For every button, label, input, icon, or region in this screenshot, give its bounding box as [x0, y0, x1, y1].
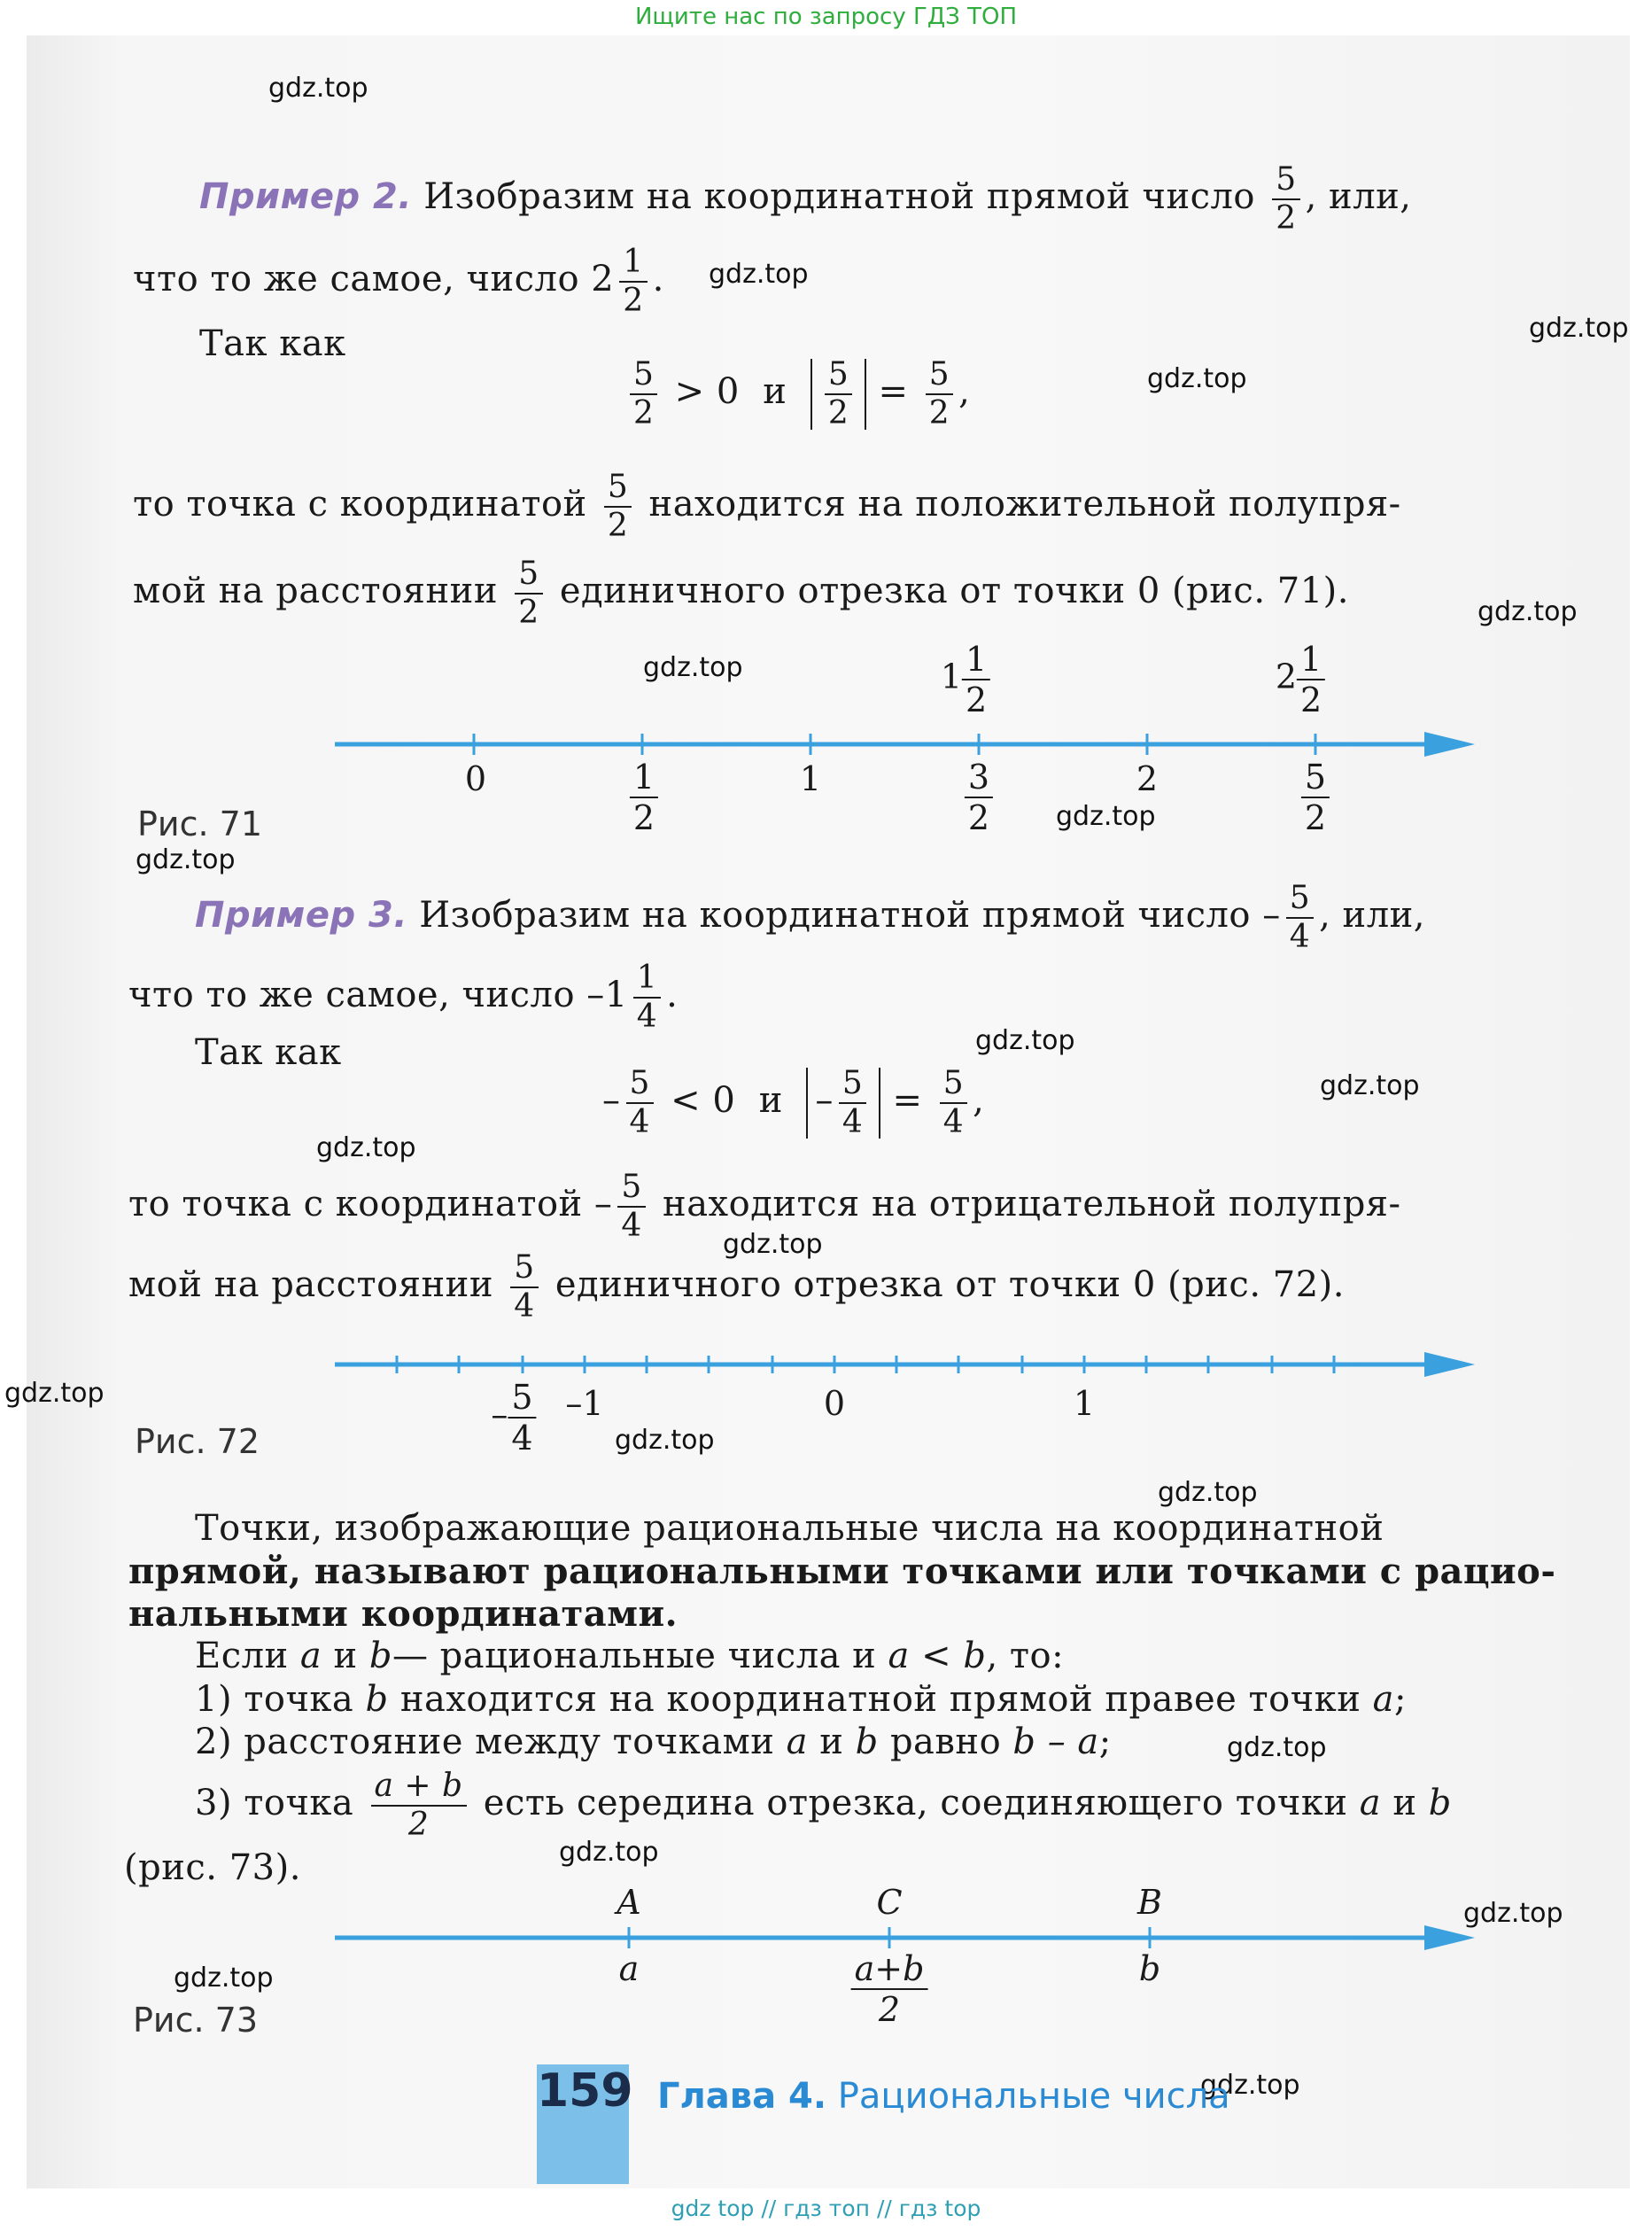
axis-label-mixed: 2 $\frac{1}{2}$ — [1276, 642, 1325, 717]
watermark: gdz.top — [268, 73, 368, 104]
example2-line1: Пример 2. Изобразим на координатной прямой число $\frac{5}{2}$ , или, — [199, 161, 1412, 237]
axis-label-0: 0 — [823, 1384, 846, 1423]
axis-label-0: 0 — [464, 759, 487, 798]
axis-label-frac: $\frac{1}{2}$ — [630, 760, 658, 835]
axis-label-frac: – $\frac{5}{4}$ — [491, 1380, 536, 1455]
point-value-mid: $\frac{a+b}{2}$ — [851, 1952, 928, 2026]
axis-label-1: 1 — [1073, 1384, 1096, 1423]
bottom-banner[interactable]: gdz top // гдз топ // гдз top — [671, 2196, 981, 2221]
example3-line3: Так как — [195, 1032, 342, 1073]
watermark: gdz.top — [1147, 363, 1247, 394]
watermark: gdz.top — [1320, 1070, 1420, 1101]
axis-label-2: 2 — [1136, 759, 1159, 798]
watermark: gdz.top — [975, 1025, 1075, 1056]
example3-label: Пример 3. — [195, 895, 408, 936]
axis-label-1: 1 — [799, 759, 822, 798]
watermark: gdz.top — [174, 1963, 274, 1994]
figure-caption: Рис. 71 — [137, 805, 263, 843]
watermark: gdz.top — [1463, 1898, 1563, 1929]
example2-line5: мой на расстоянии $\frac{5}{2}$ единичного отрезка от точки 0 (рис. 71). — [133, 556, 1349, 631]
example2-line3: Так как — [199, 323, 346, 364]
watermark: gdz.top — [709, 259, 809, 290]
example3-condition: – $\frac{5}{4}$ < 0 и – $\frac{5}{4}$ = $\frac{5}{4}$ , — [602, 1065, 985, 1140]
figure-caption: Рис. 73 — [133, 2001, 259, 2040]
rule-condition: Если a и b— рациональные числа и a < b, то: — [195, 1636, 1065, 1676]
chapter-title: Глава 4. Рациональные числа — [657, 2076, 1230, 2117]
example3-line4: то точка с координатой – $\frac{5}{4}$ находится на отрицательной полупря- — [128, 1169, 1401, 1244]
watermark: gdz.top — [559, 1837, 659, 1868]
watermark: gdz.top — [1529, 313, 1629, 344]
axis-label-mixed: 1 $\frac{1}{2}$ — [941, 642, 990, 717]
example2-condition: $\frac{5}{2}$ > 0 и $\frac{5}{2}$ = $\frac{5}{2}$ , — [624, 359, 970, 430]
axis-arrow — [1424, 1925, 1475, 1950]
point-value-a: a — [618, 1949, 640, 1988]
watermark: gdz.top — [1158, 1477, 1258, 1508]
watermark: gdz.top — [643, 652, 743, 683]
figure-caption: Рис. 72 — [135, 1422, 260, 1461]
point-label-b-upper: B — [1137, 1883, 1162, 1922]
example2-line2: что то же самое, число 2 $\frac{1}{2}$ . — [133, 244, 664, 319]
page-number: 159 — [537, 2064, 633, 2118]
example3-line5: мой на расстоянии $\frac{5}{4}$ единичного отрезка от точки 0 (рис. 72). — [128, 1249, 1345, 1325]
watermark: gdz.top — [1056, 801, 1156, 832]
axis-label-frac: $\frac{3}{2}$ — [965, 760, 993, 835]
watermark: gdz.top — [136, 844, 236, 875]
fraction: $\frac{1}{2}$ — [619, 246, 647, 317]
example3-line2: что то же самое, число –1 $\frac{1}{4}$ . — [128, 960, 679, 1035]
fraction: $\frac{5}{2}$ — [1272, 164, 1299, 235]
watermark: gdz.top — [316, 1132, 416, 1163]
watermark: gdz.top — [1200, 2070, 1300, 2101]
rule-text: прямой, называют рациональными точками или точками с рацио- — [128, 1551, 1556, 1592]
point-value-b: b — [1138, 1949, 1161, 1988]
rule-item-1: 1) точка b находится на координатной прямой правее точки a; — [195, 1679, 1407, 1720]
watermark: gdz.top — [1477, 596, 1578, 627]
rule-text: нальными координатами. — [128, 1593, 679, 1635]
watermark: gdz.top — [1227, 1732, 1327, 1763]
example2-label: Пример 2. — [199, 176, 413, 217]
watermark: gdz.top — [723, 1229, 823, 1260]
watermark: gdz.top — [4, 1378, 105, 1409]
example3-line1: Пример 3. Изобразим на координатной прямой число – $\frac{5}{4}$ , или, — [195, 880, 1425, 955]
rule-item-3: 3) точка $\frac{a + b}{2}$ есть середина отрезка, соединяющего точки a и b — [195, 1768, 1452, 1843]
point-label-c: C — [876, 1883, 903, 1922]
watermark: gdz.top — [615, 1425, 715, 1456]
rule-ref: (рис. 73). — [124, 1847, 301, 1888]
axis-label-minus-1: –1 — [565, 1384, 604, 1423]
rule-text: Точки, изображающие рациональные числа на координатной — [195, 1508, 1384, 1549]
rule-item-2: 2) расстояние между точками a и b равно b – a; — [195, 1722, 1112, 1762]
example2-line4: то точка с координатой $\frac{5}{2}$ находится на положительной полупря- — [133, 469, 1401, 544]
axis-label-frac: $\frac{5}{2}$ — [1301, 760, 1330, 835]
point-label-a-upper: A — [617, 1883, 641, 1922]
top-banner[interactable]: Ищите нас по запросу ГДЗ ТОП — [634, 4, 1018, 30]
